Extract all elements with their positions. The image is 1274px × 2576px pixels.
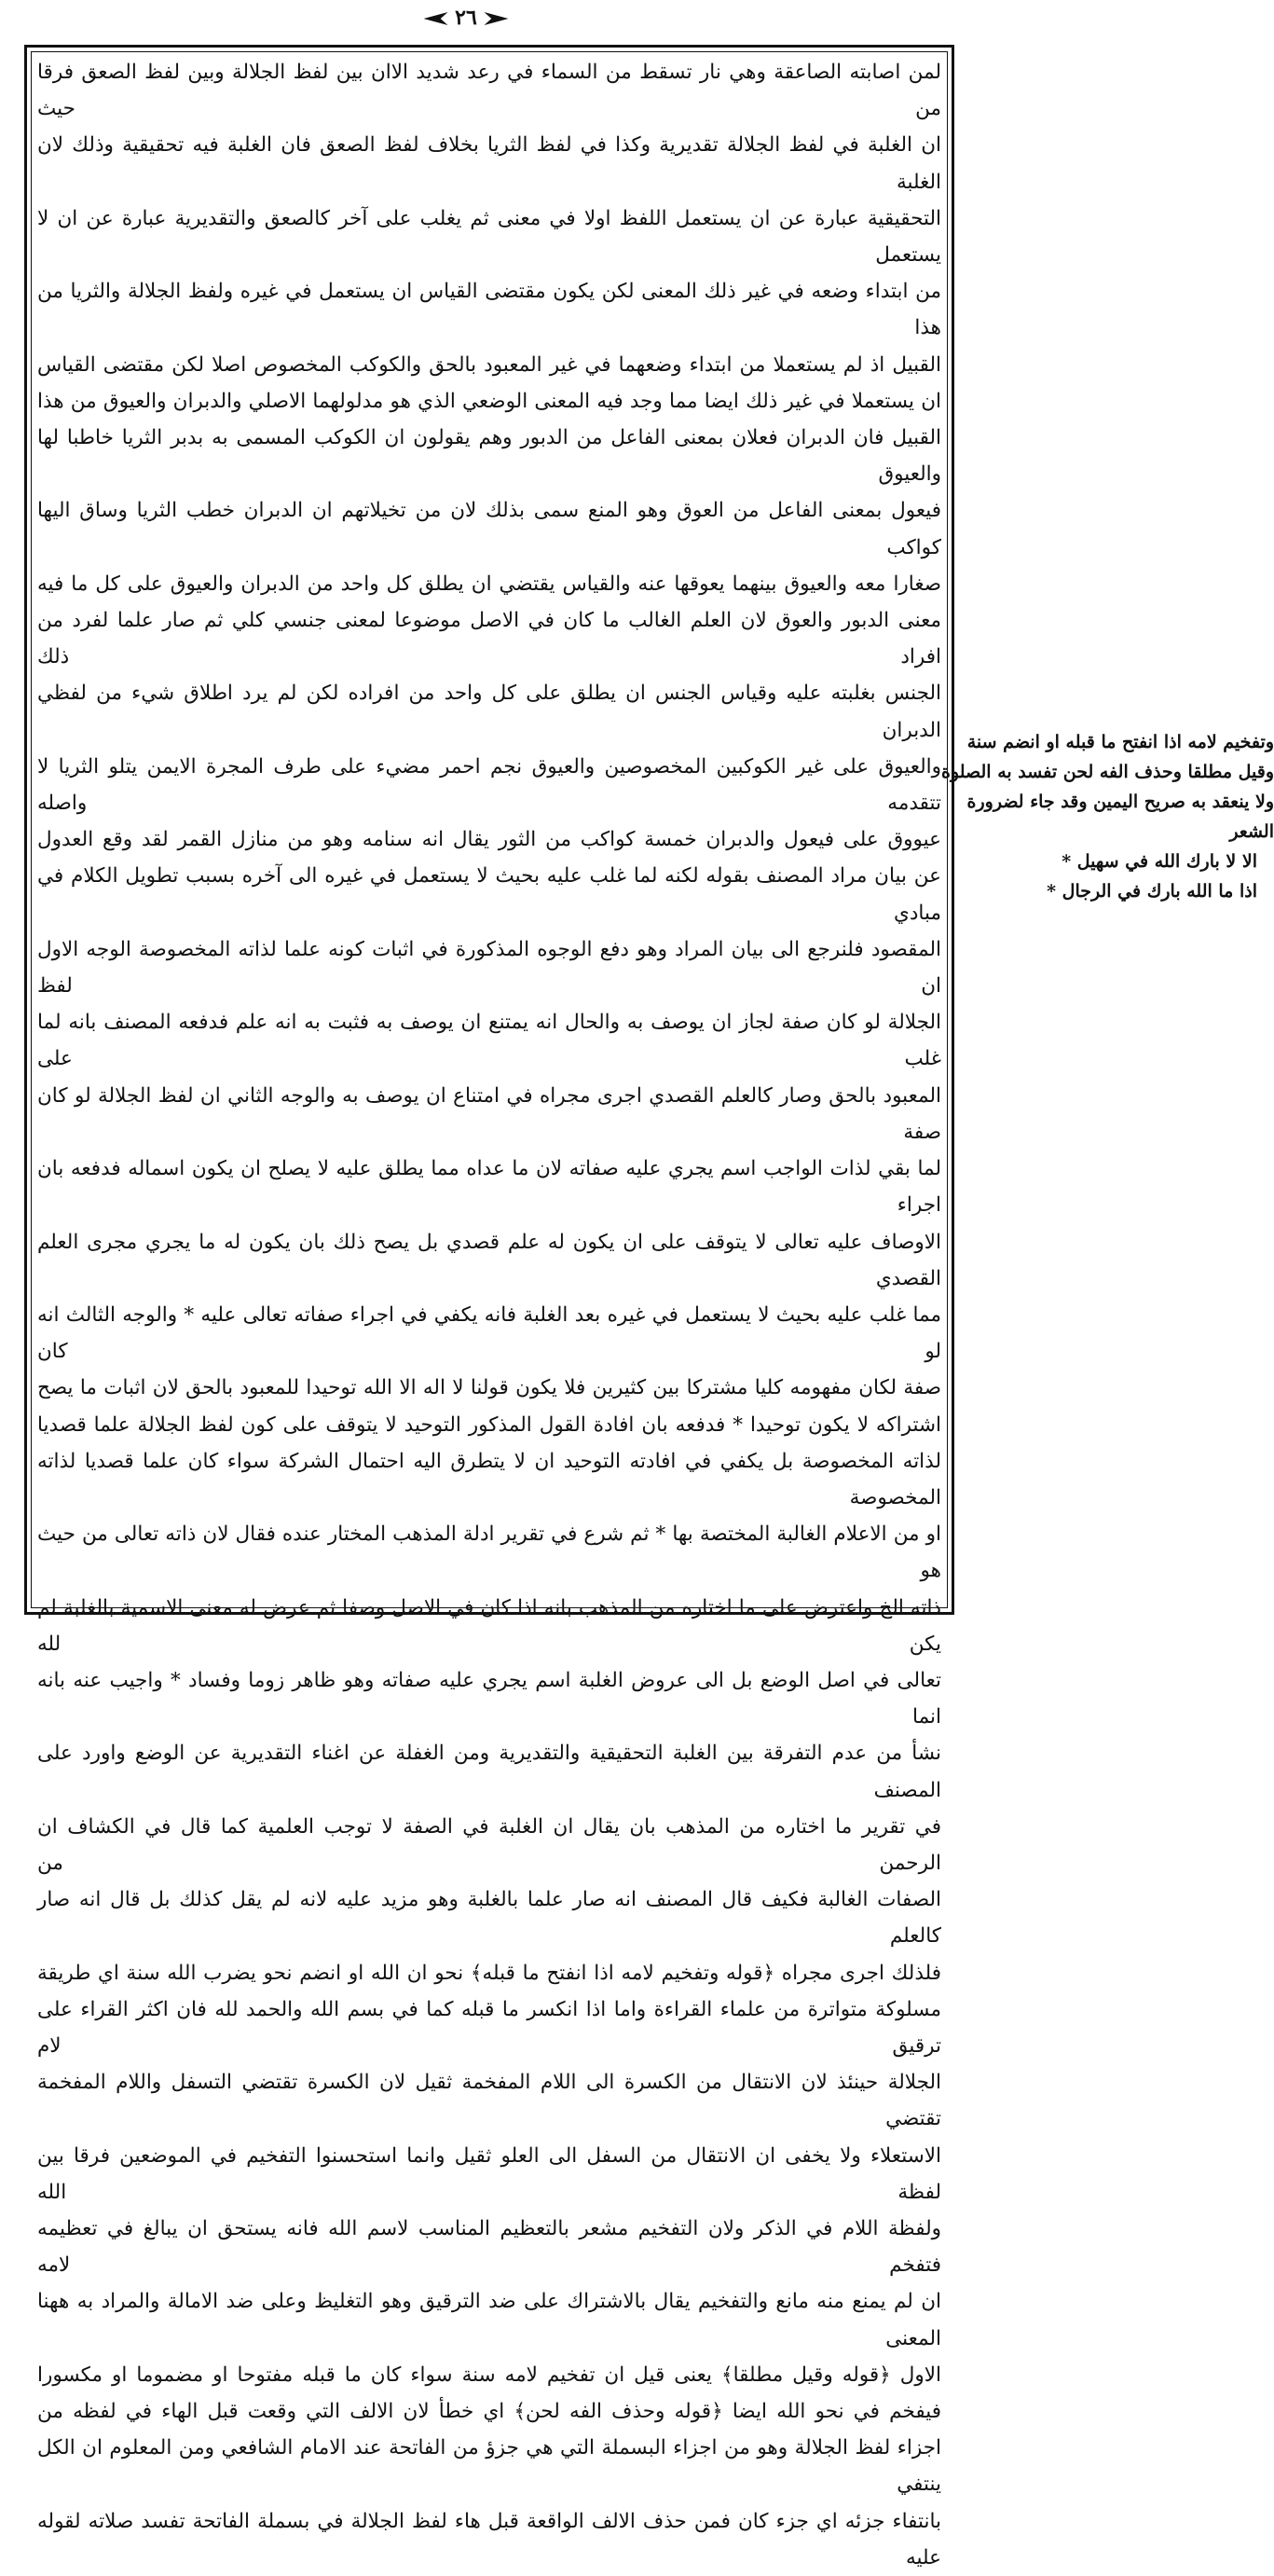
main-text-line: الجلالة لو كان صفة لجاز ان يوصف به والحال انه يمتنع ان يوصف به فثبت به انه علم فدفعه المصنف بانه لما غلب على (37, 1011, 941, 1071)
main-text-line: الجلالة حينئذ لان الانتقال من الكسرة الى اللام المفخمة ثقيل لان الكسرة تقتضي التسفل واللام المفخمة تقتضي (37, 2071, 941, 2131)
main-text-line: عن بيان مراد المصنف بقوله لكنه لما غلب عليه بحيث لا يستعمل في غيره الى آخره بسبب تطويل الكلام في مبادي (37, 864, 941, 925)
main-text-line: الاول ﴿قوله وقيل مطلقا﴾ يعنى قيل ان تفخيم لامه سنة سواء كان ما قبله مفتوحا او مضموما او مكسورا (37, 2362, 942, 2387)
main-text-line: صفة لكان مفهومه كليا مشتركا بين كثيرين فلا يكون قولنا لا اله الا الله توحيدا للمعبود بالحق لان اثبات ما يصح (37, 1376, 941, 1400)
main-text-line: التحقيقية عبارة عن ان يستعمل اللفظ اولا في معنى ثم يغلب على آخر كالصعق والتقديرية عبارة عن ان لا يستعمل (37, 206, 941, 268)
margin-text-line: الشعر (1229, 821, 1274, 842)
main-text-line: ولفظة اللام في الذكر ولان التفخيم مشعر بالتعظيم المناسب لاسم الله فانه يستحق ان يبالغ في تعظيمه فتفخم لامه (37, 2216, 941, 2278)
main-text-line: لمن اصابته الصاعقة وهي نار تسقط من السماء في رعد شديد الاان بين لفظ الجلالة وبين لفظ الصعق فرقا من حيث (37, 61, 941, 121)
main-text-line: الجنس بغلبته عليه وقياس الجنس ان يطلق على كل واحد من افراده لكن لم يرد اطلاق شيء من لفظي الدبران (37, 682, 941, 742)
main-text-line: عيووق على فيعول والدبران خمسة كواكب من الثور يقال انه سنامه وهو من منازل القمر لقد وقع العدول (37, 828, 941, 852)
margin-text-line: وتفخيم لامه اذا انفتح ما قبله او انضم سنة (966, 732, 1274, 752)
main-commentary-text (37, 54, 942, 2569)
main-text-line: مما غلب عليه بحيث لا يستعمل في غيره بعد الغلبة فانه يكفي في اجراء صفاته تعالى عليه * والوجه الثالث انه لو كان (37, 1302, 941, 1364)
margin-text-line: اذا ما الله بارك في الرجال * (1047, 881, 1257, 902)
main-text-line: لما بقي لذات الواجب اسم يجري عليه صفاته لان ما عداه مما يطلق عليه لا يصلح ان يكون اسماله فدفعه بان اجراء (37, 1157, 941, 1218)
main-text-line: والعيوق على غير الكوكبين المخصوصين والعيوق نجم احمر مضيء على طرف المجرة الايمن يتلو الثريا لا تتقدمه واصله (37, 754, 941, 816)
main-text-line: نشأ من عدم التفرقة بين الغلبة التحقيقية والتقديرية ومن الغفلة عن اغناء التقديرية عن الوضع واورد على المصنف (37, 1742, 941, 1802)
main-text-line: ان يستعملا في غير ذلك ايضا مما وجد فيه المعنى الوضعي الذي هو مدلولهما الاصلي والدبران والعيوق من هذا (37, 389, 941, 413)
ornament-left-icon (424, 12, 448, 25)
main-text-line: القبيل فان الدبران فعلان بمعنى الفاعل من الدبور وهم يقولون ان الكوكب المسمى به بدبر الثريا خاطبا لها والعيوق (37, 426, 941, 487)
main-text-line: ان لم يمنع منه مانع والتفخيم يقال بالاشتراك على ضد الترقيق وهو التغليظ وعلى ضد الامالة والمراد به ههنا المعنى (37, 2290, 941, 2350)
margin-text-line: الا لا بارك الله في سهيل * (1062, 851, 1257, 872)
main-text-line: اجزاء لفظ الجلالة وهو من اجزاء البسملة التي هي جزؤ من الفاتحة عند الامام الشافعي ومن المعلوم ان الكل ينتفي (37, 2436, 941, 2497)
margin-text-line: ولا ينعقد به صريح اليمين وقد جاء لضرورة (966, 792, 1274, 812)
margin-matn-text (940, 727, 1274, 906)
main-text-line: اشتراكه لا يكون توحيدا * فدفعه بان افادة القول المذكور التوحيد لا يتوقف على كون لفظ الجلالة علما قصديا (37, 1412, 941, 1437)
main-text-line: الاوصاف عليه تعالى لا يتوقف على ان يكون له علم قصدي بل يصح ذلك بان يكون له ما يجري مجرى العلم القصدي (37, 1230, 941, 1290)
main-text-line: معنى الدبور والعوق لان العلم الغالب ما كان في الاصل موضوعا لمعنى جنسي كلي ثم صار علما لفرد من افراد ذلك (37, 609, 941, 669)
main-text-line: او من الاعلام الغالبة المختصة بها * ثم شرع في تقرير ادلة المذهب المختار عنده فقال لان ذاته تعالى من حيث هو (37, 1522, 941, 1583)
page-number: ٢٦ (455, 6, 477, 30)
main-text-line: مسلوكة متواترة من علماء القراءة واما اذا انكسر ما قبله كما في بسم الله والحمد لله فان اكثر القراء على ترقيق لام (37, 1997, 941, 2058)
main-text-line: ان الغلبة في لفظ الجلالة تقديرية وكذا في لفظ الثريا بخلاف لفظ الصعق فان الغلبة فيه تحقيقية وذلك لان الغلبة (37, 133, 941, 194)
main-text-line: فيفخم في نحو الله ايضا ﴿قوله وحذف الفه لحن﴾ اي خطأ لان الالف التي وقعت قبل الهاء في لفظه من (37, 2400, 941, 2423)
main-text-line: لذاته المخصوصة بل يكفي في افادته التوحيد ان لا يتطرق اليه احتمال الشركة سواء كان علما قصديا لذاته المخصوصة (37, 1449, 941, 1509)
main-text-line: الصفات الغالبة فكيف قال المصنف انه صار علما بالغلبة وهو مزيد عليه لانه لم يقل كذلك بل قال انه صار كالعلم (37, 1888, 941, 1949)
main-text-line: القبيل اذ لم يستعملا من ابتداء وضعهما في غير المعبود بالحق والكوكب المخصوص اصلا لكن مقتضى القياس (37, 352, 941, 377)
main-text-line: في تقرير ما اختاره من المذهب بان يقال ان الغلبة في الصفة لا توجب العلمية كما قال في الكشاف ان الرحمن من (37, 1814, 941, 1875)
ornament-right-icon (484, 12, 508, 25)
main-text-line: صغارا معه والعيوق بينهما يعوقها عنه والقياس يقتضي ان يطلق كل واحد من الدبران والعيوق على كل ما فيه (37, 572, 941, 596)
main-text-line: فلذلك اجرى مجراه ﴿قوله وتفخيم لامه اذا انفتح ما قبله﴾ نحو ان الله او انضم نحو يضرب الله سنة اي طريقة (37, 1961, 941, 1985)
main-text-line: المقصود فلنرجع الى بيان المراد وهو دفع الوجوه المذكورة في اثبات كونه علما لذاته المخصوصة الوجه الاول ان لفظ (37, 937, 941, 999)
main-text-line: الاستعلاء ولا يخفى ان الانتقال من السفل الى العلو ثقيل وانما استحسنوا التفخيم في الموضعين فرقا بين لفظة الله (37, 2143, 941, 2204)
main-text-line: ذاته الخ واعترض على ما اختاره من المذهب بانه اذا كان في الاصل وصفا ثم عرض له معنى الاسمية بالغلبة لم يكن لله (37, 1595, 941, 1656)
page-number-header (0, 6, 932, 30)
main-text-line: من ابتداء وضعه في غير ذلك المعنى لكن يكون مقتضى القياس ان يستعمل في غيره ولفظ الجلالة والثريا من هذا (37, 280, 941, 340)
margin-text-line: وقيل مطلقا وحذف الفه لحن تفسد به الصلوة (940, 762, 1274, 782)
main-text-line: المعبود بالحق وصار كالعلم القصدي اجرى مجراه في امتناع ان يوصف به والوجه الثاني ان لفظ الجلالة لو كان صفة (37, 1083, 941, 1144)
main-text-line: فيعول بمعنى الفاعل من العوق وهو المنع سمى بذلك لان من تخيلاتهم ان الدبران خطب الثريا وساق اليها كواكب (37, 499, 941, 559)
main-text-line: تعالى في اصل الوضع بل الى عروض الغلبة اسم يجري عليه صفاته وهو ظاهر زوما وفساد * واجيب عنه بانه انما (37, 1668, 941, 1729)
main-text-line: بانتفاء جزئه اي جزء كان فمن حذف الالف الواقعة قبل هاء لفظ الجلالة في بسملة الفاتحة تفسد صلاته لقوله عليه (37, 2509, 941, 2569)
